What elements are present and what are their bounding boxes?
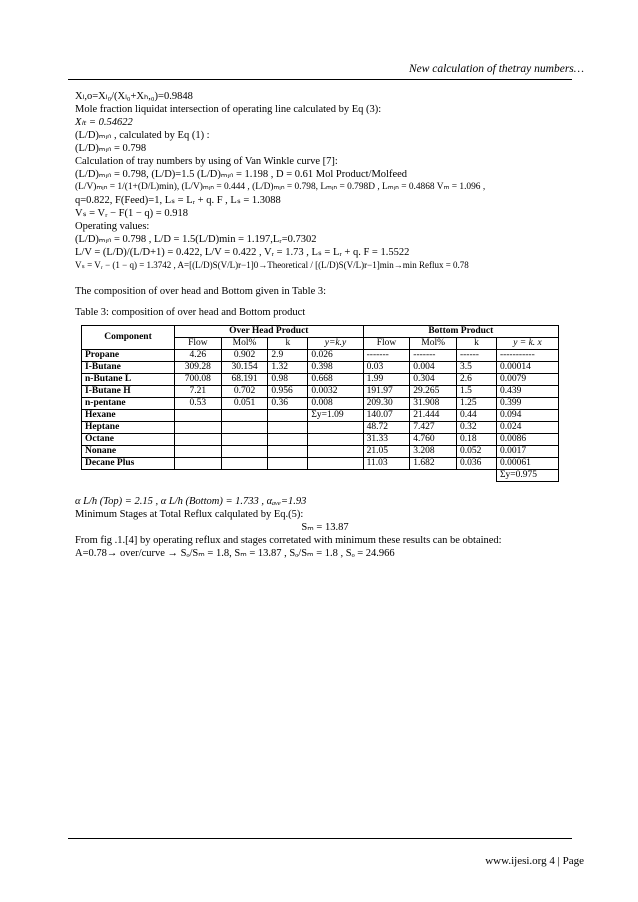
table-cell: 0.398 <box>308 362 363 374</box>
table-cell: 31.33 <box>363 434 410 446</box>
table-cell: 2.6 <box>456 374 496 386</box>
equation-sm: Sₘ = 13.87 <box>301 522 349 533</box>
table-cell: 68.191 <box>221 374 268 386</box>
table-cell: 7.21 <box>175 386 222 398</box>
equation-vs-a: Vₛ = Vᵣ − (1 − q) = 1.3742 , A=[(L/D)S(V/L)r−1]0→Theoretical / [(L/D)S(V/L)r−1]min→min Reflux = 0.78 <box>75 260 469 270</box>
table-cell: 2.9 <box>268 350 308 362</box>
table-cell: 48.72 <box>363 422 410 434</box>
table-cell: 3.208 <box>410 446 457 458</box>
table-cell: 0.051 <box>221 398 268 410</box>
equation-ld-values: (L/D)ₘᵢₙ = 0.798, (L/D)=1.5 (L/D)ₘᵢₙ = 1.198 , D = 0.61 Mol Product/Molfeed <box>75 169 408 180</box>
table-row <box>82 398 559 410</box>
table-cell: 29.265 <box>410 386 457 398</box>
table-cell <box>268 446 308 458</box>
table-cell: 0.956 <box>268 386 308 398</box>
table-cell: 0.32 <box>456 422 496 434</box>
table-cell: 11.03 <box>363 458 410 470</box>
footer-page: 4 | Page <box>549 855 584 867</box>
table-cell: 0.036 <box>456 458 496 470</box>
table-row <box>82 374 559 386</box>
table-cell <box>308 434 363 446</box>
table-cell: 1.682 <box>410 458 457 470</box>
table-cell: 0.024 <box>496 422 558 434</box>
table-cell: 0.902 <box>221 350 268 362</box>
composition-table <box>81 325 559 482</box>
row-label: n-Butane L <box>82 374 175 386</box>
text-line-min-stages: Minimum Stages at Total Reflux calqulated by Eq.(5): <box>75 509 304 520</box>
table-cell <box>175 446 222 458</box>
table-cell: 0.026 <box>308 350 363 362</box>
table-cell: 209.30 <box>363 398 410 410</box>
table-cell: 1.99 <box>363 374 410 386</box>
row-label: Octane <box>82 434 175 446</box>
table-row <box>82 446 559 458</box>
table-cell <box>221 410 268 422</box>
table-row <box>82 410 559 422</box>
table-cell: 1.5 <box>456 386 496 398</box>
footer-rule <box>68 838 572 839</box>
table-cell: 309.28 <box>175 362 222 374</box>
table-cell <box>308 422 363 434</box>
table-cell: 0.702 <box>221 386 268 398</box>
equation-operating-lv: L/V = (L/D)/(L/D+1) = 0.422, L/V = 0.422 , Vᵣ = 1.73 , Lₛ = Lᵣ + q. F = 1.5522 <box>75 247 410 258</box>
table-cell <box>221 446 268 458</box>
table-row <box>82 422 559 434</box>
table-cell: 0.304 <box>410 374 457 386</box>
equation-alpha: α L/h (Top) = 2.15 , α L/h (Bottom) = 1.733 , αₐᵥₑ=1.93 <box>75 496 307 507</box>
table-cell: Σy=1.09 <box>308 410 363 422</box>
body-content <box>75 90 575 560</box>
table-cell: 3.5 <box>456 362 496 374</box>
table-cell <box>268 458 308 470</box>
table-row <box>82 458 559 470</box>
row-label: Decane Plus <box>82 458 175 470</box>
table-cell <box>175 410 222 422</box>
table-cell <box>175 458 222 470</box>
group-header-bottom: Bottom Product <box>363 326 558 338</box>
group-header-overhead: Over Head Product <box>175 326 364 338</box>
equation-q-feed: q=0.822, F(Feed)=1, Lₛ = Lᵣ + q. F , Lₛ = 1.3088 <box>75 195 281 206</box>
table-cell <box>175 422 222 434</box>
row-label: I-Butane <box>82 362 175 374</box>
equation-xlt: Xₗₜ = 0.54622 <box>75 117 133 128</box>
table-cell <box>268 410 308 422</box>
table-cell <box>175 434 222 446</box>
table-row <box>82 386 559 398</box>
column-header-mol-bottom: Mol% <box>410 338 457 350</box>
table-cell: 0.094 <box>496 410 558 422</box>
table-cell: 0.439 <box>496 386 558 398</box>
column-header-y-bottom: y = k. x <box>496 338 558 350</box>
table-cell: 30.154 <box>221 362 268 374</box>
row-label: Heptane <box>82 422 175 434</box>
table-cell: 0.44 <box>456 410 496 422</box>
text-line-mole-fraction: Mole fraction liquidat intersection of operating line calculated by Eq (3): <box>75 104 382 115</box>
table-cell: 0.0079 <box>496 374 558 386</box>
table-cell: 0.399 <box>496 398 558 410</box>
text-line-operating-values: Operating values: <box>75 221 150 232</box>
table-caption: Table 3: composition of over head and Bottom product <box>75 307 306 318</box>
running-title: New calculation of thetray numbers… <box>408 63 584 75</box>
table-cell: 1.25 <box>456 398 496 410</box>
header-rule <box>68 79 572 80</box>
table-cell: 191.97 <box>363 386 410 398</box>
table-cell: ------- <box>410 350 457 362</box>
table-cell: 1.32 <box>268 362 308 374</box>
table-group-header-row <box>82 326 559 338</box>
table-row <box>82 434 559 446</box>
table-cell: 0.36 <box>268 398 308 410</box>
table-cell: 0.00014 <box>496 362 558 374</box>
table-cell: 0.03 <box>363 362 410 374</box>
table-cell <box>308 446 363 458</box>
table-cell <box>308 458 363 470</box>
table-cell: 700.08 <box>175 374 222 386</box>
table-cell <box>221 422 268 434</box>
table-cell: 0.00061 <box>496 458 558 470</box>
text-line-from-fig: From fig .1.[4] by operating reflux and stages corretated with minimum these results can be obtained: <box>75 535 502 546</box>
table-cell: ------ <box>456 350 496 362</box>
column-header-component: Component <box>82 326 175 350</box>
table-cell: 4.26 <box>175 350 222 362</box>
table-cell: 7.427 <box>410 422 457 434</box>
column-header-flow-top: Flow <box>175 338 222 350</box>
table-cell <box>268 434 308 446</box>
table-cell: 0.18 <box>456 434 496 446</box>
text-line-xlo: Xₗ,o=Xₗ₀/(Xₗ₀+Xₕ,₀)=0.9848 <box>75 91 193 102</box>
table-cell: 140.07 <box>363 410 410 422</box>
column-header-k-bottom: k <box>456 338 496 350</box>
equation-vs: Vₛ = Vᵣ − F(1 − q) = 0.918 <box>75 208 188 219</box>
table-cell: 21.05 <box>363 446 410 458</box>
table-cell: ----------- <box>496 350 558 362</box>
table-cell: 0.98 <box>268 374 308 386</box>
table-cell: 0.008 <box>308 398 363 410</box>
footer-site: www.ijesi.org <box>485 855 547 867</box>
equation-lv-min: (L/V)ₘᵢₙ = 1/(1+(D/L)min), (L/V)ₘᵢₙ = 0.444 , (L/D)ₘᵢₙ = 0.798, Lₘᵢₙ = 0.798D , Lₘᵢₙ = 0.4868 Vₘ = 1.096 , <box>75 182 486 192</box>
bottom-total-cell: Σy=0.975 <box>496 470 558 482</box>
table-cell: 31.908 <box>410 398 457 410</box>
text-line-van-winkle: Calculation of tray numbers by using of Van Winkle curve [7]: <box>75 156 338 167</box>
row-label: Propane <box>82 350 175 362</box>
equation-operating-ld: (L/D)ₘᵢₙ = 0.798 , L/D = 1.5(L/D)min = 1.197,Lᵣ=0.7302 <box>75 234 317 245</box>
table-cell: 0.004 <box>410 362 457 374</box>
table-cell: 0.0086 <box>496 434 558 446</box>
row-label: Hexane <box>82 410 175 422</box>
table-row <box>82 362 559 374</box>
equation-ld-min-ref: (L/D)ₘᵢₙ , calculated by Eq (1) : <box>75 130 210 141</box>
table-cell <box>221 434 268 446</box>
table-row <box>82 350 559 362</box>
column-header-k-top: k <box>268 338 308 350</box>
row-label: Nonane <box>82 446 175 458</box>
table-cell: 0.0017 <box>496 446 558 458</box>
table-cell: 4.760 <box>410 434 457 446</box>
column-header-mol-top: Mol% <box>221 338 268 350</box>
page-footer <box>485 855 584 867</box>
column-header-flow-bottom: Flow <box>363 338 410 350</box>
table-cell <box>221 458 268 470</box>
table-cell: 0.53 <box>175 398 222 410</box>
table-cell: 0.0032 <box>308 386 363 398</box>
table-total-row <box>82 470 559 482</box>
table-cell <box>268 422 308 434</box>
equation-final-stages: A=0.78→ over/curve → Sₒ/Sₘ = 1.8, Sₘ = 13.87 , Sₒ/Sₘ = 1.8 , Sₒ = 24.966 <box>75 548 395 559</box>
equation-ld-min: (L/D)ₘᵢₙ = 0.798 <box>75 143 147 154</box>
table-intro: The composition of over head and Bottom given in Table 3: <box>75 286 327 297</box>
table-cell: 0.668 <box>308 374 363 386</box>
column-header-y-top: y=k.y <box>308 338 363 350</box>
table-cell: ------- <box>363 350 410 362</box>
table-cell: 0.052 <box>456 446 496 458</box>
row-label: I-Butane H <box>82 386 175 398</box>
table-cell: 21.444 <box>410 410 457 422</box>
row-label: n-pentane <box>82 398 175 410</box>
